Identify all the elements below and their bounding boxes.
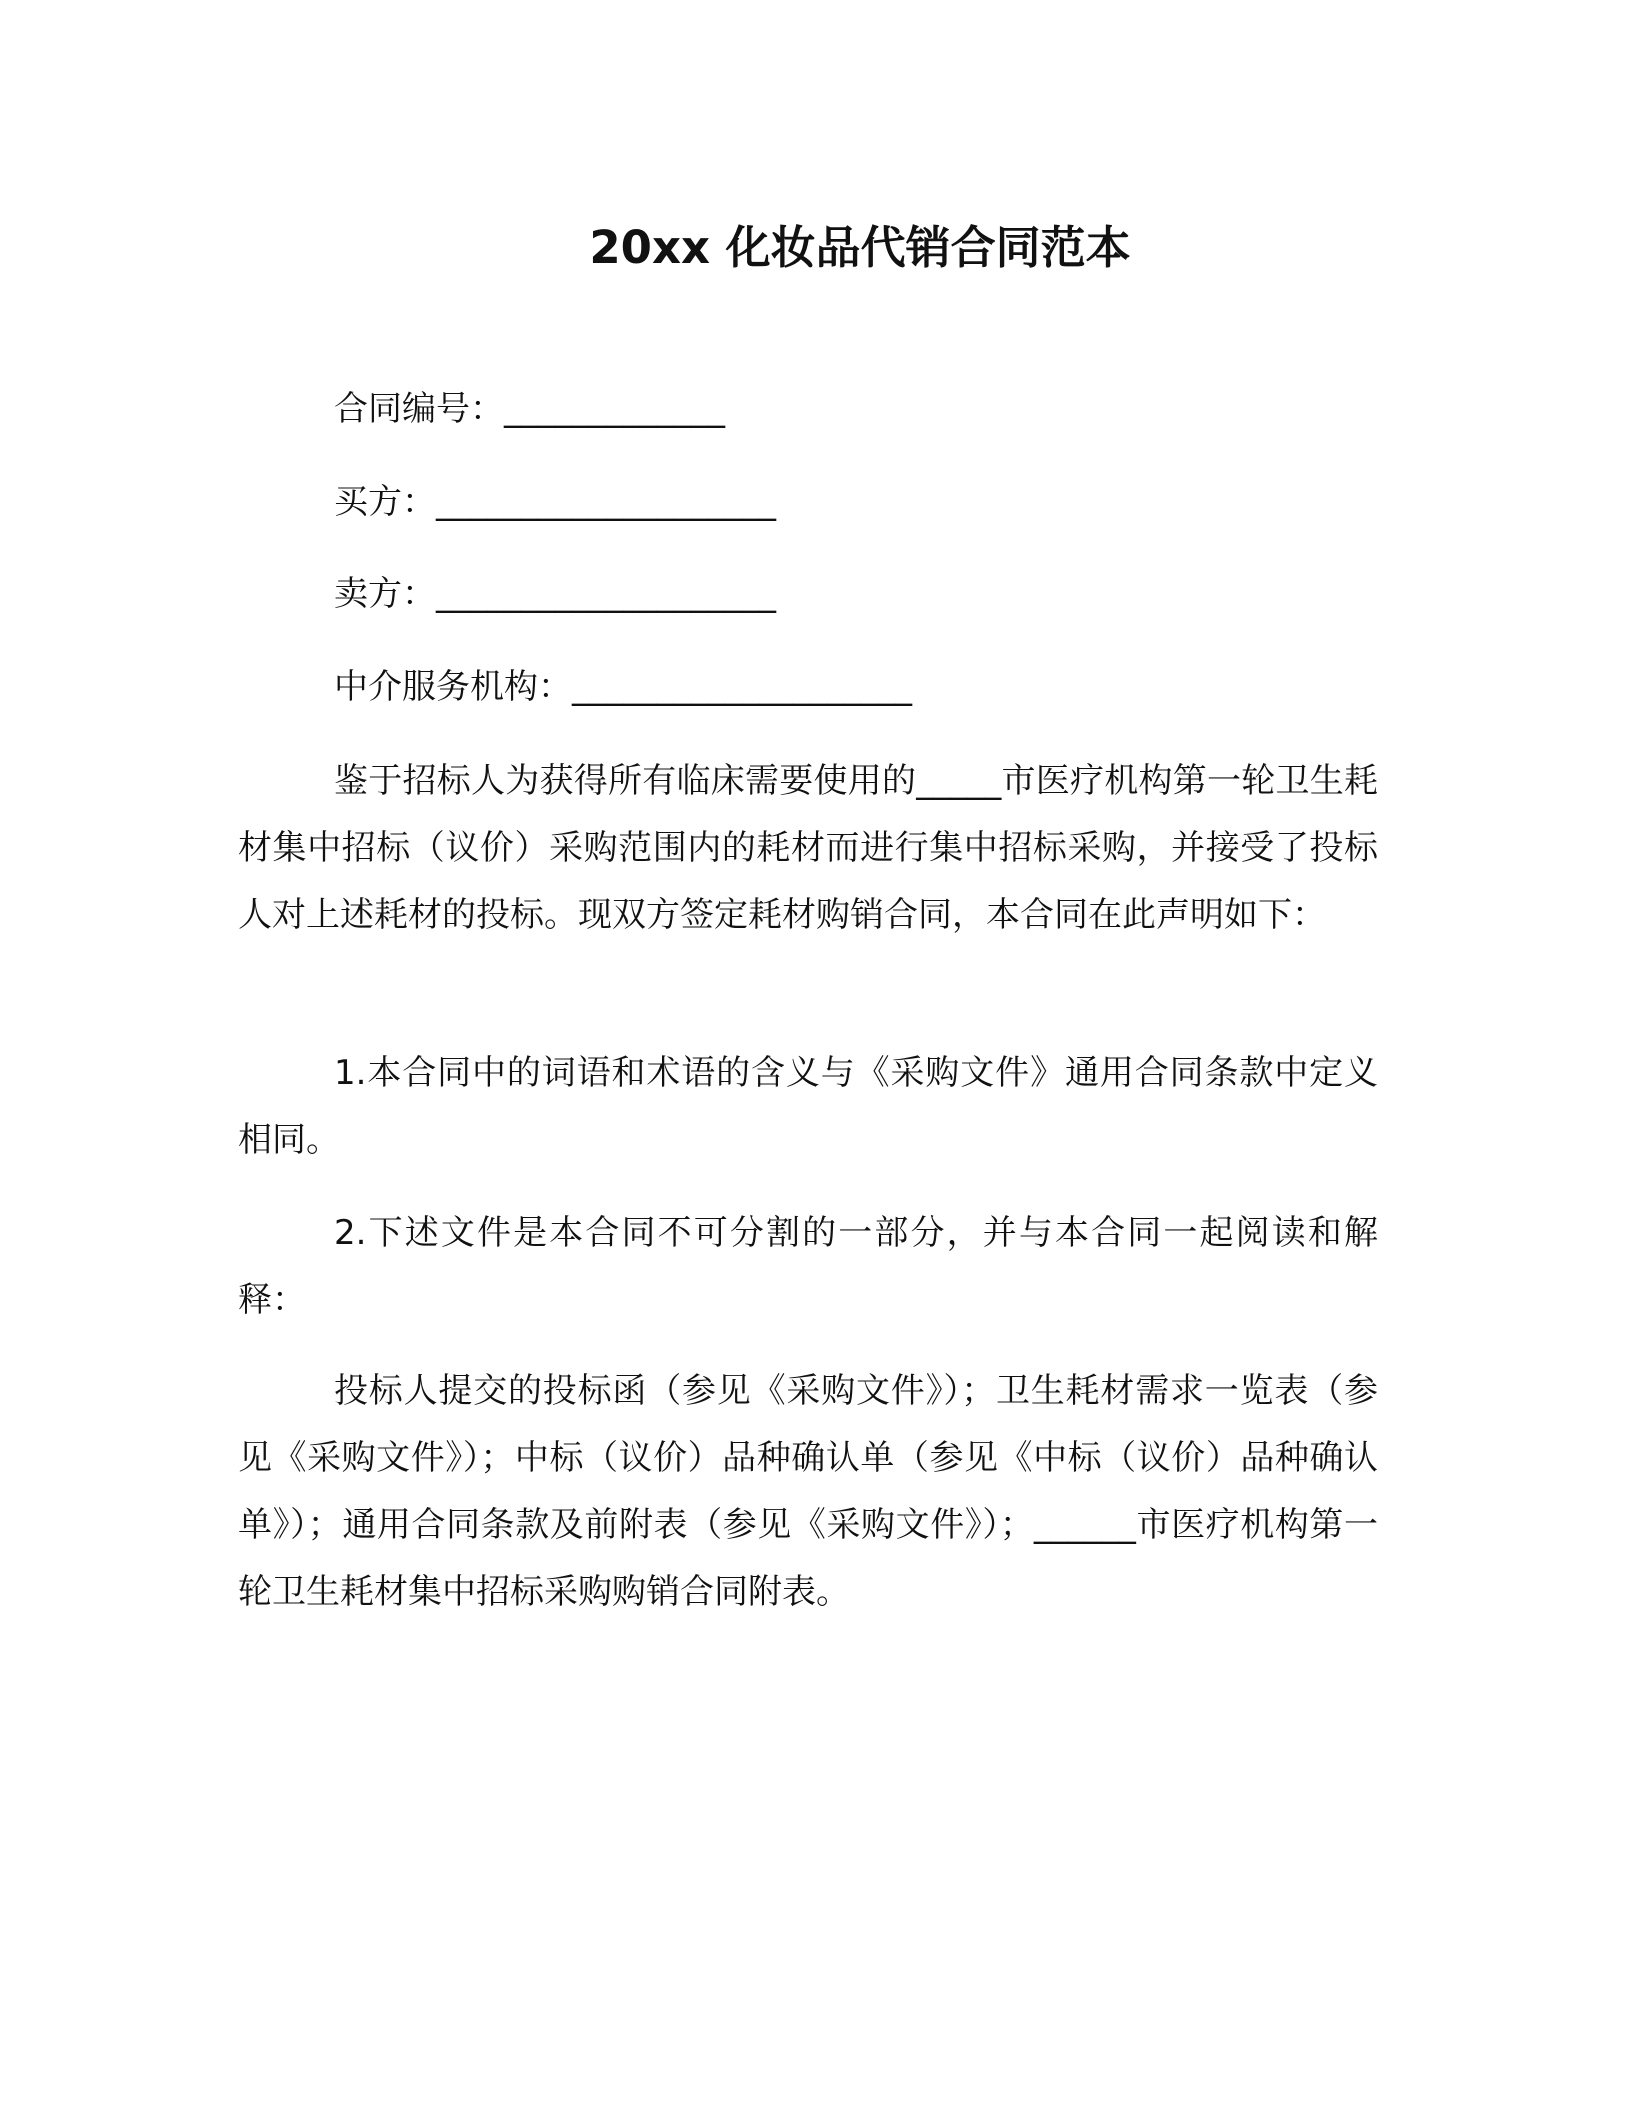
seller-field: 卖方：____________________ — [334, 574, 776, 614]
clause-2-document-list: 投标人提交的投标函（参见《采购文件》）；卫生耗材需求一览表（参见《采购文件》）；中标（议价）品种确认单（参见《中标（议价）品种确认单》）；通用合同条款及前附表（参见《采购文件》）；______市医疗机构第一轮卫生耗材集中招标采购购销合同附表。 — [238, 1371, 1378, 1612]
buyer-field: 买方：____________________ — [334, 482, 776, 522]
document-title: 20xx 化妆品代销合同范本 — [589, 221, 1131, 274]
preamble-paragraph: 鉴于招标人为获得所有临床需要使用的_____市医疗机构第一轮卫生耗材集中招标（议价）采购范围内的耗材而进行集中招标采购，并接受了投标人对上述耗材的投标。现双方签定耗材购销合同，本合同在此声明如下： — [238, 761, 1378, 935]
clause-2-paragraph: 2.下述文件是本合同不可分割的一部分，并与本合同一起阅读和解释： — [238, 1213, 1378, 1320]
agency-field: 中介服务机构：____________________ — [334, 667, 912, 707]
clause-1-paragraph: 1.本合同中的词语和术语的含义与《采购文件》通用合同条款中定义相同。 — [238, 1053, 1378, 1160]
contract-number-field: 合同编号：_____________ — [334, 389, 725, 429]
